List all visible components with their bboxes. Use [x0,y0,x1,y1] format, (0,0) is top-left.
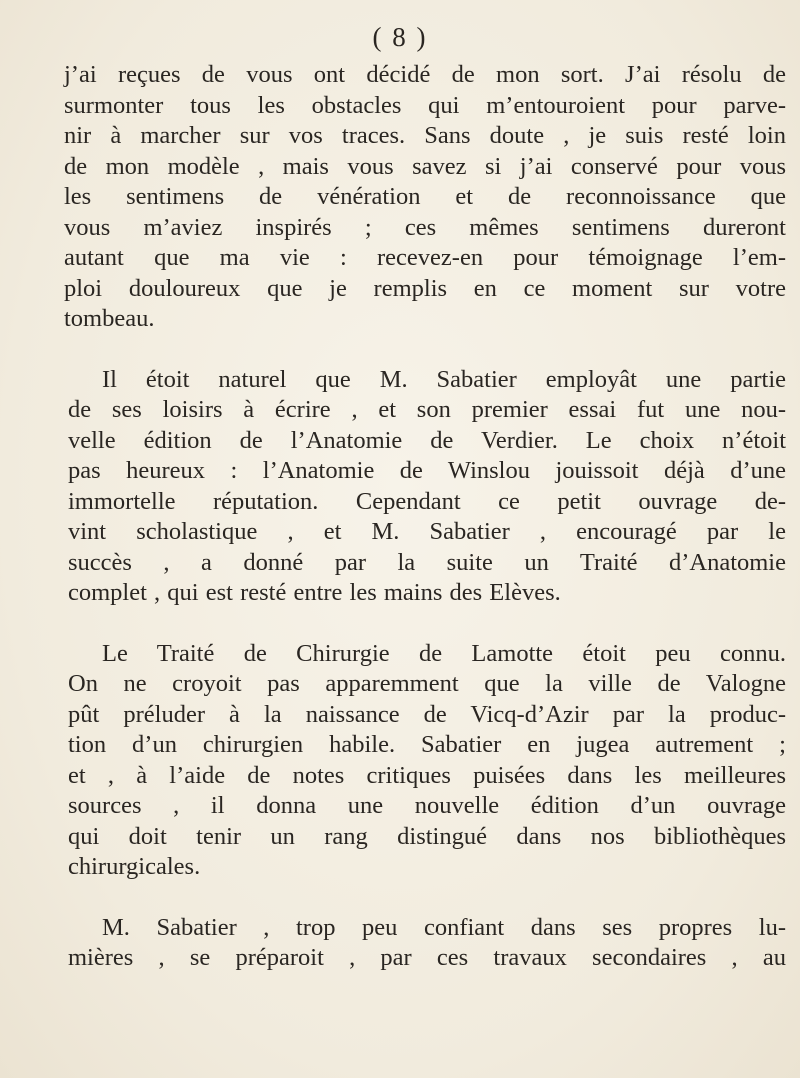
text-line: pas heureux : l’Anatomie de Winslou jouissoit déjà d’une [68,457,786,484]
text-line: tombeau. [64,305,155,332]
text-line: surmonter tous les obstacles qui m’entouroient pour parve- [64,91,786,119]
paragraph-gap [68,609,786,639]
text-line: Le Traité de Chirurgie de Lamotte étoit peu connu. [102,639,786,667]
paragraph-gap [68,883,786,913]
text-line: Il étoit naturel que M. Sabatier employât une partie [102,365,786,393]
text-line: de mon modèle , mais vous savez si j’ai conservé pour vous [64,152,786,180]
text-line: de ses loisirs à écrire , et son premier essai fut une nou- [68,396,786,423]
paragraph-3 [68,639,786,883]
text-line: succès , a donné par la suite un Traité d’Anatomie [68,548,786,576]
text-line: et , à l’aide de notes critiques puisées dans les meilleures [68,761,786,789]
text-line: tion d’un chirurgien habile. Sabatier en jugea autrement ; [68,731,786,758]
text-line: ploi douloureux que je remplis en ce moment sur votre [64,274,786,302]
text-line: mières , se préparoit , par ces travaux secondaires , au [68,944,786,971]
text-line: complet , qui est resté entre les mains des Elèves. [68,579,561,606]
paragraph-2 [68,365,786,609]
text-line: velle édition de l’Anatomie de Verdier. Le choix n’étoit [68,426,786,454]
text-line: j’ai reçues de vous ont décidé de mon sort. J’ai résolu de [64,61,786,88]
paragraph-gap [68,335,786,365]
text-line: M. Sabatier , trop peu confiant dans ses propres lu- [102,913,786,941]
text-line: qui doit tenir un rang distingué dans nos bibliothèques [68,822,786,850]
text-line: nir à marcher sur vos traces. Sans doute , je suis resté loin [64,122,786,149]
text-line: autant que ma vie : recevez-en pour témoignage l’em- [64,244,786,271]
text-line: pût préluder à la naissance de Vicq-d’Azir par la produc- [68,700,786,728]
text-line: chirurgicales. [68,853,201,880]
text-line: immortelle réputation. Cependant ce petit ouvrage de- [68,487,786,515]
body-text [64,60,786,974]
text-line: vint scholastique , et M. Sabatier , encouragé par le [68,518,786,545]
paragraph-4 [68,913,786,974]
text-line: les sentimens de vénération et de reconnoissance que [64,183,786,210]
paragraph-1 [64,60,786,335]
text-line: On ne croyoit pas apparemment que la ville de Valogne [68,670,786,697]
text-line: sources , il donna une nouvelle édition d’un ouvrage [68,792,786,819]
page-number: ( 8 ) [372,22,428,52]
text-line: vous m’aviez inspirés ; ces mêmes sentimens dureront [64,213,786,241]
